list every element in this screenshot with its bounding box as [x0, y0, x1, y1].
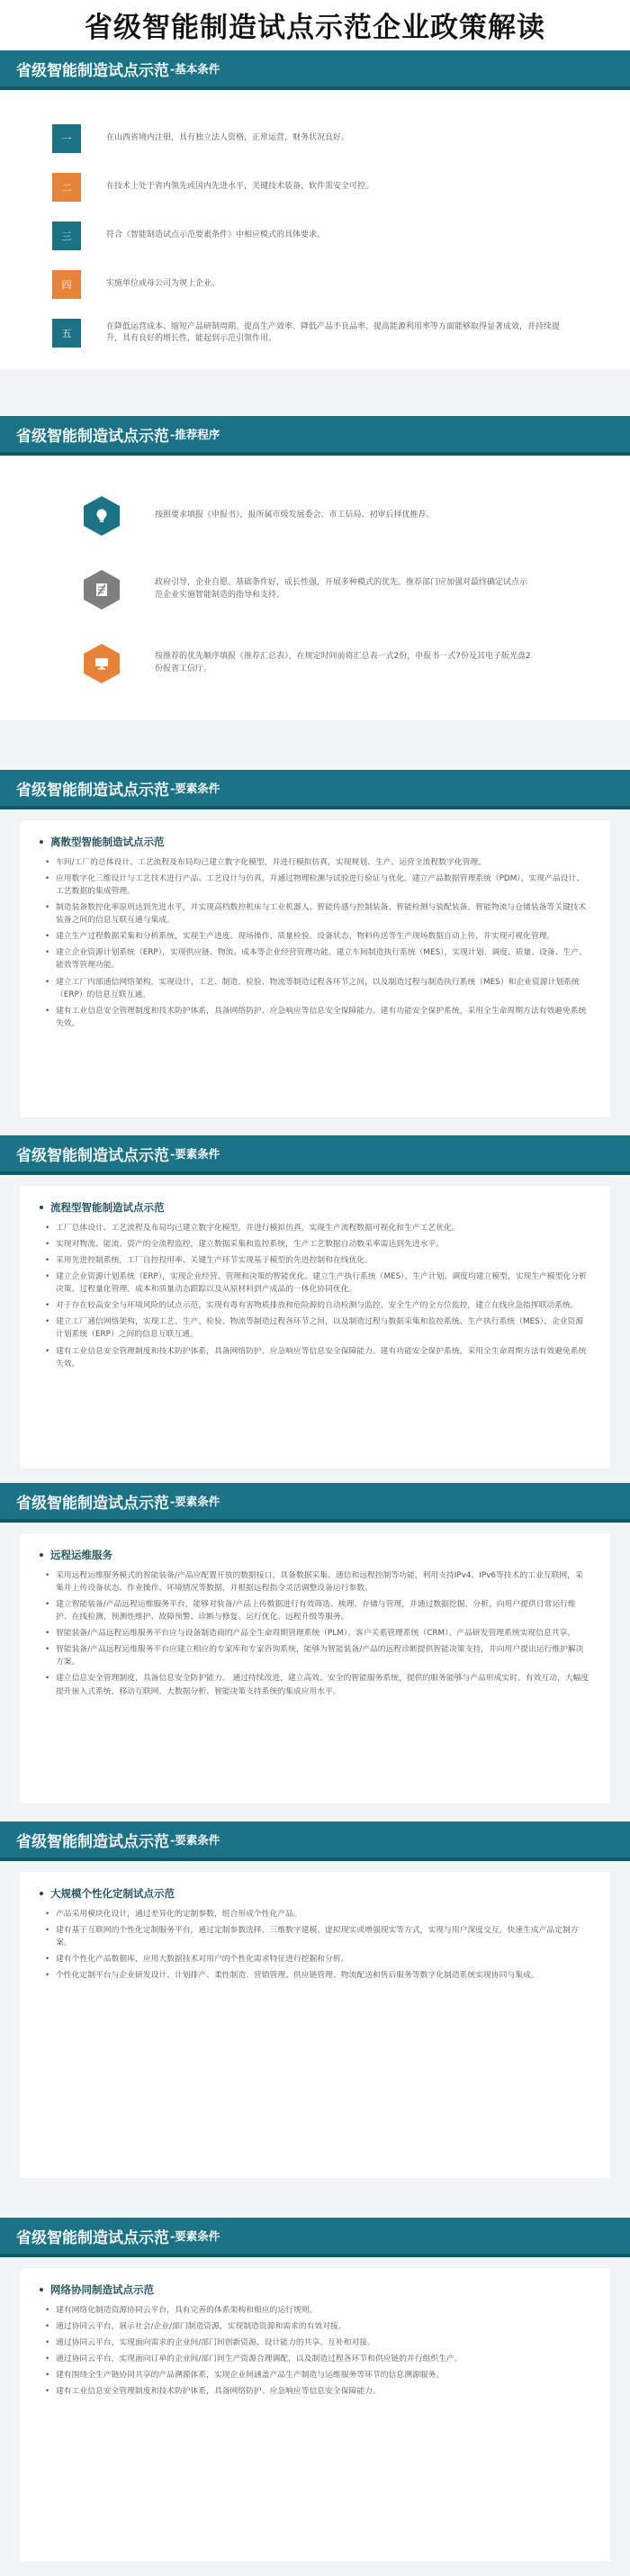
condition-text: 在降低运营成本、缩短产品研制周期、提高生产效率、降低产品不良品率、提高能源利用率等方面能够取得显著成效，并持续提升，具有良好的增长性，能起到示范引领作用。 — [106, 321, 561, 343]
content-card — [20, 2268, 610, 2562]
procedure-hex-badge — [81, 569, 122, 610]
procedure-text: 按照要求填报《申报书》，报所属市级发展委会、市工信局、初审后择优推荐。 — [155, 511, 435, 520]
section-banner — [0, 416, 630, 456]
bullet-item: • 通过协同云平台，展示社会/企业/部门制造资源，实现制造资源和需求的有效对接。 — [40, 2320, 590, 2333]
condition-number-badge: 四 — [52, 270, 81, 299]
bullet-item: • 建有网络化制造资源协同云平台，具有完善的体系架构和相应的运行规则。 — [40, 2304, 590, 2317]
subsection-title — [40, 1886, 590, 1901]
lightbulb-icon — [81, 495, 122, 537]
banner-title: 省级智能制造试点示范 — [16, 427, 169, 446]
bullet-dot — [40, 1892, 43, 1895]
bullet-item: • 建有工业信息安全管理制度和技术防护体系，具备网络防护、应急响应等信息安全保障能力。建有功能安全保护系统，采用全生命周期方法有效避免系统失效。 — [40, 1005, 590, 1030]
bullet-item: • 智能装备/产品远程运维服务平台应与设备制造商的产品全生命周期管理系统（PLM）、客户关系管理系统（CRM）、产品研发管理系统实现信息共享。 — [40, 1627, 590, 1640]
bullet-item: • 通过协同云平台，实现面向需求的企业间/部门间创新资源、设计能力的共享、互补和对接。 — [40, 2336, 590, 2349]
subsection-title-text: 离散型智能制造试点示范 — [50, 836, 165, 848]
bullet-item: • 建立生产过程数据采集和分析系统，实现生产进度、现场操作、质量检验、设备状态、物料传送等生产现场数据自动上传，并实现可视化管理。 — [40, 930, 590, 943]
bullet-item: • 个性化定制平台与企业研发设计、计划排产、柔性制造、营销管理、供应链管理、物流配送和售后服务等数字化制造系统实现协同与集成。 — [40, 1969, 590, 1982]
bullet-list — [40, 2304, 590, 2398]
bullet-item: • 建有基于互联网的个性化定制服务平台，通过定制参数选择、三维数字建模、虚拟现实或增强现实等方式，实现与用户深度交互，快速生成产品定制方案。 — [40, 1924, 590, 1949]
bullet-list — [40, 1222, 590, 1370]
condition-number-badge: 一 — [52, 124, 81, 153]
subsection-title-text: 流程型智能制造试点示范 — [50, 1201, 165, 1214]
procedure-text: 按推荐的优先顺序填报《推荐汇总表》，在规定时间前将汇总表一式2份，申报书一式7份及其电子版光盘2份报省工信厅。 — [155, 652, 531, 673]
section-remote — [0, 1483, 630, 1816]
bullet-list — [40, 1569, 590, 1698]
banner-title: 省级智能制造试点示范 — [16, 1146, 169, 1165]
condition-text: 符合《智能制造试点示范要素条件》中相应模式的具体要求。 — [106, 230, 326, 240]
bullet-item: • 采用远程运维服务模式的智能装备/产品应配置开放的数据接口，具备数据采集、通信和远程控制等功能，利用支持IPv4、IPv6等技术的工业互联网，采集并上传设备状态、作业操作、环境情况等数据，并根据远程指令灵活调整设备运行参数。 — [40, 1569, 590, 1595]
section-banner — [0, 1135, 630, 1175]
bullet-item: • 建立企业资源计划系统（ERP），实现企业经营、管理和决策的智能优化。建立生产执行系统（MES），生产计划、调度均建立模型，实现生产模型化分析决策、过程量化管理、成本和质量动态跟踪以及从原材料到产成品的一体化协同优化。 — [40, 1270, 590, 1296]
banner-suffix: -要素条件 — [170, 782, 220, 795]
bullet-dot — [40, 2288, 43, 2291]
bullet-item: • 建立信息安全管理制度，具备信息安全防护能力。 通过持续改进，建立高效、安全的智能服务系统，提供的服务能够与产品形成实时、有效互动，大幅度提升嵌入式系统、移动互联网、大数据分析、智能决策支持系统的集成应用水平。 — [40, 1672, 590, 1697]
bullet-item: • 建有个性化产品数据库，应用大数据技术对用户的个性化需求特征进行挖掘和分析。 — [40, 1953, 590, 1966]
content-card — [20, 820, 610, 1117]
subsection-title — [40, 1200, 590, 1215]
procedure-list — [0, 456, 630, 700]
condition-text: 在山西省境内注册，具有独立法人资格，正常运营，财务状况良好。 — [106, 133, 350, 143]
banner-title: 省级智能制造试点示范 — [16, 1832, 169, 1851]
procedure-item — [0, 627, 630, 700]
bullet-item: • 产品采用模块化设计，通过差异化的定制参数，组合形成个性化产品。 — [40, 1908, 590, 1921]
content-card — [20, 1533, 610, 1803]
section-banner — [0, 2218, 630, 2257]
bullet-item: • 建立工厂通信网络架构，实现工艺、生产、检验、物流等制造过程各环节之间，以及制造过程与数据采集和监控系统、生产执行系统（MES）、企业资源计划系统（ERP）之间的信息互联互通。 — [40, 1315, 590, 1341]
condition-item — [52, 117, 630, 160]
banner-title: 省级智能制造试点示范 — [16, 781, 169, 800]
bullet-item: • 对于存在较高安全与环境风险的试点示范，实现有毒有害物质排放和危险源的自动检测与监控、安全生产的全方位监控，建立在线应急指挥联动系统。 — [40, 1299, 590, 1312]
bullet-item: • 车间/工厂的总体设计、工艺流程及布局均已建立数字化模型，并进行模拟仿真，实现规划、生产、运营全流程数字化管理。 — [40, 856, 590, 869]
bullet-item: • 实现对物流、能流、资产的全流程监控，建立数据采集和监控系统，生产工艺数据自动数采率需达到先进水平。 — [40, 1238, 590, 1251]
section-discrete — [0, 770, 630, 1130]
bullet-item: • 建立工厂内部通信网络架构，实现设计、工艺、制造、检验、物流等制造过程各环节之间，以及制造过程与制造执行系统（MES）和企业资源计划系统（ERP）的信息互联互通。 — [40, 976, 590, 1001]
bullet-list — [40, 1908, 590, 1982]
banner-title: 省级智能制造试点示范 — [16, 2228, 169, 2247]
bullet-item: • 建立智能装备/产品远程运维服务平台，能够对装备/产品上传数据进行有效筛选、梳理、存储与管理，并通过数据挖掘、分析，向用户提供日常运行维护、在线检测、预测性维护、故障预警、诊断与修复、运行优化、远程升级等服务。 — [40, 1598, 590, 1623]
condition-item — [52, 263, 630, 306]
condition-text: 在技术上处于省内领先或国内先进水平，关键技术装备、软件需安全可控。 — [106, 182, 374, 192]
section-process — [0, 1135, 630, 1478]
subsection-title-text: 网络协同制造试点示范 — [50, 2283, 154, 2296]
monitor-icon — [81, 643, 122, 684]
banner-suffix: -要素条件 — [170, 1147, 220, 1161]
main-title: 省级智能制造试点示范企业政策解读 — [85, 12, 545, 44]
bullet-item: • 建立企业资源计划系统（ERP），实现供应链、物流、成本等企业经营管理功能。建立车间制造执行系统（MES），实现计划、调度、质量、设备、生产、能效等管理功能。 — [40, 946, 590, 972]
subsection-title-text: 远程运维服务 — [50, 1549, 112, 1561]
bullet-dot — [40, 840, 43, 844]
document-icon — [81, 569, 122, 610]
subsection-title — [40, 1548, 590, 1562]
procedure-hex-badge — [81, 495, 122, 537]
bullet-item: • 建有工业信息安全管理制度和技术防护体系，具备网络防护、应急响应等信息安全保障能力。建有功能安全保护系统，采用全生命周期方法有效避免系统失效。 — [40, 1345, 590, 1370]
bullet-dot — [40, 1206, 43, 1209]
subsection-title — [40, 2282, 590, 2297]
bullet-item: • 应用数字化三维设计与工艺技术进行产品、工艺设计与仿真，并通过物理检测与试验进行验证与优化。建立产品数据管理系统（PDM），实现产品设计、工艺数据的集成管理。 — [40, 872, 590, 898]
section-divider — [0, 720, 630, 770]
bullet-item: • 工厂总体设计、工艺流程及布局均已建立数字化模型，并进行模拟仿真，实现生产流程数据可视化和生产工艺优化。 — [40, 1222, 590, 1234]
condition-number-badge: 二 — [52, 173, 81, 202]
procedure-item — [0, 479, 630, 553]
subsection-title-text: 大规模个性化定制试点示范 — [50, 1887, 175, 1900]
subsection-title — [40, 835, 590, 849]
banner-suffix: -基本条件 — [170, 62, 220, 76]
conditions-list — [0, 90, 630, 355]
bullet-item: • 采用先进控制系统，工厂自控投用率、关键生产环节实现基于模型的先进控制和在线优化。 — [40, 1254, 590, 1267]
content-card — [20, 1872, 610, 2178]
section-banner — [0, 1821, 630, 1861]
banner-suffix: -推荐程序 — [170, 428, 220, 441]
banner-suffix: -要素条件 — [170, 2229, 220, 2243]
bullet-item: • 建有围绕全生产链协同共享的产品溯源体系，实现企业间涵盖产品生产制造与运维服务等环节的信息溯源服务。 — [40, 2369, 590, 2382]
section-divider — [0, 369, 630, 416]
condition-item — [52, 312, 630, 355]
condition-text: 实施单位或母公司为规上企业。 — [106, 279, 220, 289]
content-card — [20, 1186, 610, 1469]
banner-title: 省级智能制造试点示范 — [16, 1494, 169, 1513]
section-divider — [0, 2200, 630, 2218]
bullet-item: • 通过协同云平台，实现面向订单的企业间/部门间生产资源合理调配，以及制造过程各环节和供应链的并行组织生产。 — [40, 2353, 590, 2365]
section-basic — [0, 50, 630, 360]
bullet-item: • 制造装备数控化率原则达到先进水平，并实现高档数控机床与工业机器人、智能传感与控制装备、智能检测与装配装备、智能物流与仓储装备等关键技术装备之间的信息互联互通与集成。 — [40, 901, 590, 926]
banner-suffix: -要素条件 — [170, 1833, 220, 1847]
section-custom — [0, 1821, 630, 2200]
banner-title: 省级智能制造试点示范 — [16, 61, 169, 80]
condition-number-badge: 五 — [52, 319, 81, 348]
procedure-item — [0, 553, 630, 627]
procedure-hex-badge — [81, 643, 122, 684]
section-banner — [0, 1483, 630, 1523]
bullet-item: • 建有工业信息安全管理制度和技术防护体系，具备网络防护、应急响应等信息安全保障能力。 — [40, 2385, 590, 2398]
bullet-item: • 智能装备/产品远程运维服务平台应建立相应的专家库和专家咨询系统，能够为智能装备/产品的远程诊断提供智能决策支持，并向用户提出运行维护解决方案。 — [40, 1643, 590, 1668]
condition-number-badge: 三 — [52, 221, 81, 250]
bullet-list — [40, 856, 590, 1030]
condition-item — [52, 214, 630, 258]
procedure-text: 政府引导，企业自愿。基础条件好，成长性强，开展多种模式的优先。推荐部门应加强对最终确定试点示范企业实施智能制造的指导和支持。 — [155, 578, 528, 600]
section-network — [0, 2218, 630, 2576]
banner-suffix: -要素条件 — [170, 1495, 220, 1508]
condition-item — [52, 166, 630, 209]
section-banner — [0, 50, 630, 90]
section-banner — [0, 770, 630, 809]
bullet-dot — [40, 1553, 43, 1557]
section-procedure — [0, 416, 630, 700]
